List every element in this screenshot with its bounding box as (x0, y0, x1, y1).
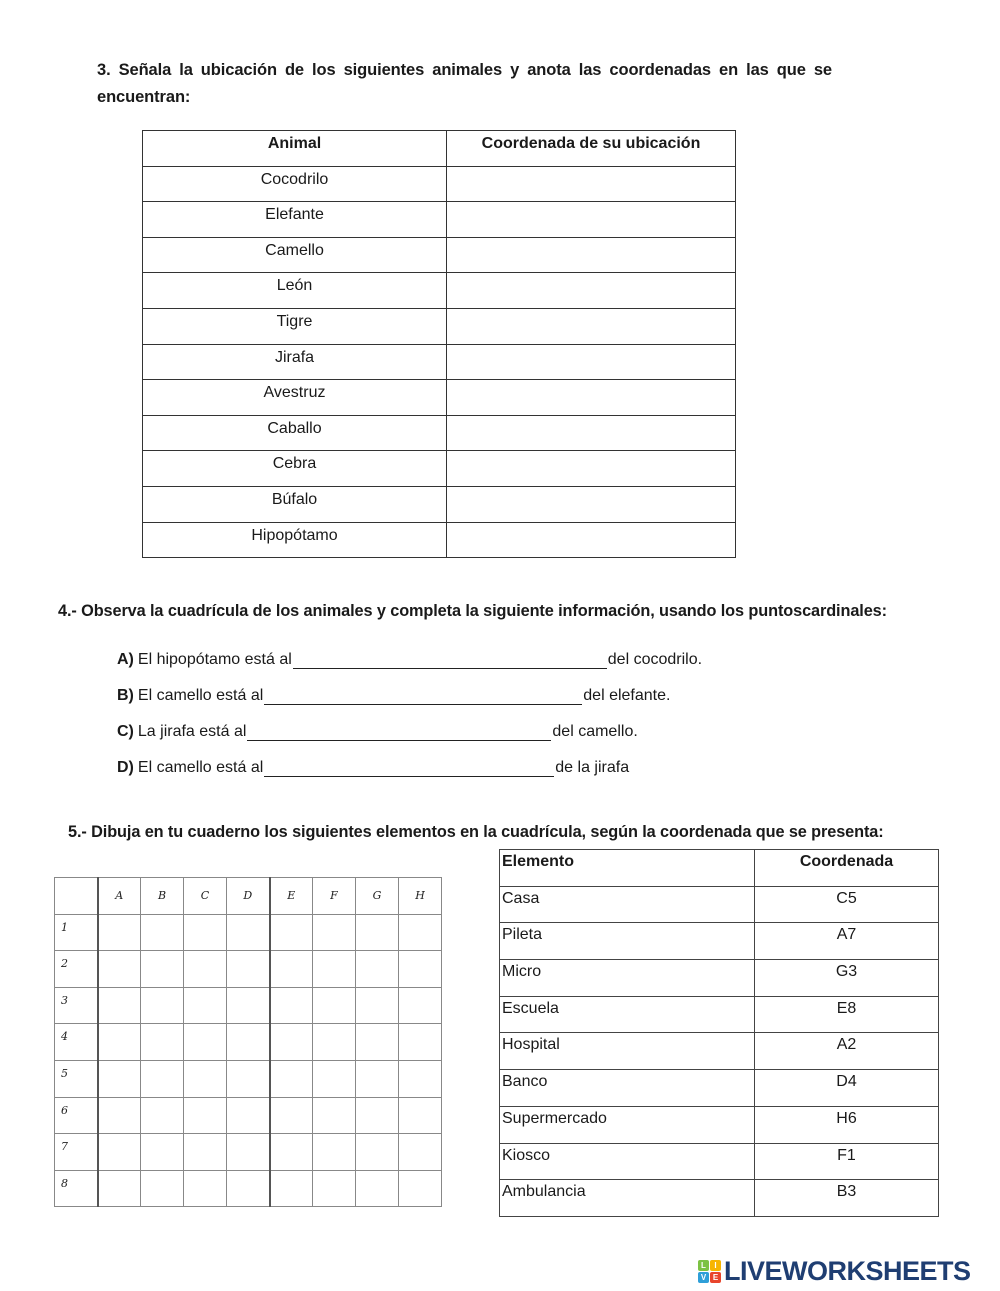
elements-table (499, 849, 939, 1217)
element-name-cell: Hospital (500, 1033, 755, 1070)
column-header-coordinate: Coordenada (755, 850, 939, 887)
coordinate-answer-cell[interactable] (447, 522, 736, 558)
grid-row (55, 951, 442, 988)
grid-cell[interactable] (184, 1170, 227, 1207)
answer-blank-a[interactable] (293, 650, 607, 669)
grid-cell[interactable] (356, 1134, 399, 1171)
grid-cell[interactable] (227, 1024, 270, 1061)
grid-cell[interactable] (141, 1024, 184, 1061)
grid-cell[interactable] (141, 914, 184, 951)
element-name-cell: Casa (500, 886, 755, 923)
table-row (143, 522, 736, 558)
grid-column-label: G (356, 878, 399, 915)
grid-cell[interactable] (184, 987, 227, 1024)
column-header-coordinate: Coordenada de su ubicación (447, 131, 736, 167)
question-4-title: 4.- Observa la cuadrícula de los animales y completa la siguiente información, usando los puntoscardinales: (58, 602, 887, 620)
grid-row-label: 3 (55, 987, 98, 1024)
animal-name-cell: Hipopótamo (143, 522, 447, 558)
element-name-cell: Micro (500, 960, 755, 997)
animal-name-cell: Cebra (143, 451, 447, 487)
grid-column-label: D (227, 878, 270, 915)
badge-letter: L (698, 1260, 709, 1271)
grid-cell[interactable] (270, 914, 313, 951)
element-name-cell: Escuela (500, 996, 755, 1033)
grid-cell[interactable] (270, 1170, 313, 1207)
item-letter: D) (117, 759, 134, 776)
badge-letter: E (710, 1272, 721, 1283)
grid-cell[interactable] (399, 1024, 442, 1061)
column-header-animal: Animal (143, 131, 447, 167)
element-coordinate-cell: G3 (755, 960, 939, 997)
coordinate-answer-cell[interactable] (447, 166, 736, 202)
grid-column-label: E (270, 878, 313, 915)
item-letter: A) (117, 651, 134, 668)
grid-cell[interactable] (356, 1097, 399, 1134)
animal-name-cell: Avestruz (143, 380, 447, 416)
badge-letter: I (710, 1260, 721, 1271)
table-row (500, 1070, 939, 1107)
grid-cell[interactable] (141, 951, 184, 988)
grid-cell[interactable] (227, 1134, 270, 1171)
grid-cell[interactable] (356, 1060, 399, 1097)
element-coordinate-cell: A7 (755, 923, 939, 960)
grid-row (55, 1170, 442, 1207)
grid-cell[interactable] (184, 1097, 227, 1134)
coordinate-answer-cell[interactable] (447, 451, 736, 487)
element-coordinate-cell: F1 (755, 1143, 939, 1180)
grid-cell[interactable] (356, 1024, 399, 1061)
table-row (143, 344, 736, 380)
grid-row (55, 1097, 442, 1134)
grid-cell[interactable] (184, 951, 227, 988)
grid-cell[interactable] (141, 1134, 184, 1171)
grid-row (55, 1134, 442, 1171)
question-5-title: 5.- Dibuja en tu cuaderno los siguientes elementos en la cuadrícula, según la coordenada que se presenta: (68, 823, 884, 841)
grid-cell[interactable] (399, 987, 442, 1024)
coordinate-answer-cell[interactable] (447, 308, 736, 344)
item-letter: C) (117, 723, 134, 740)
coordinate-answer-cell[interactable] (447, 380, 736, 416)
animal-name-cell: Jirafa (143, 344, 447, 380)
grid-cell[interactable] (313, 1060, 356, 1097)
grid-cell[interactable] (98, 987, 141, 1024)
coordinate-answer-cell[interactable] (447, 237, 736, 273)
element-coordinate-cell: H6 (755, 1106, 939, 1143)
grid-cell[interactable] (227, 951, 270, 988)
grid-column-label: C (184, 878, 227, 915)
table-row (500, 886, 939, 923)
fill-item-d (117, 758, 629, 777)
grid-row-label: 1 (55, 914, 98, 951)
grid-cell[interactable] (313, 1097, 356, 1134)
grid-row-label: 2 (55, 951, 98, 988)
grid-corner-cell (55, 878, 98, 915)
grid-cell[interactable] (313, 987, 356, 1024)
element-name-cell: Banco (500, 1070, 755, 1107)
item-text-after: del elefante. (583, 687, 671, 704)
grid-cell[interactable] (270, 951, 313, 988)
grid-cell[interactable] (399, 914, 442, 951)
grid-cell[interactable] (98, 1060, 141, 1097)
table-row (143, 451, 736, 487)
grid-cell[interactable] (184, 1060, 227, 1097)
element-name-cell: Ambulancia (500, 1180, 755, 1217)
animal-name-cell: Camello (143, 237, 447, 273)
grid-cell[interactable] (141, 1170, 184, 1207)
grid-cell[interactable] (399, 1060, 442, 1097)
element-coordinate-cell: A2 (755, 1033, 939, 1070)
fill-item-a (117, 650, 702, 669)
grid-cell[interactable] (98, 1134, 141, 1171)
grid-row (55, 914, 442, 951)
item-text-before: El camello está al (137, 687, 264, 704)
animal-coordinates-table (142, 130, 736, 558)
grid-cell[interactable] (227, 1060, 270, 1097)
element-name-cell: Pileta (500, 923, 755, 960)
table-row (500, 1180, 939, 1217)
element-name-cell: Kiosco (500, 1143, 755, 1180)
table-row (143, 415, 736, 451)
grid-row-label: 4 (55, 1024, 98, 1061)
grid-cell[interactable] (270, 1060, 313, 1097)
fill-item-b (117, 686, 670, 705)
question-3-title: 3. Señala la ubicación de los siguientes animales y anota las coordenadas en las que se encuentran: (97, 61, 832, 106)
grid-row-label: 5 (55, 1060, 98, 1097)
table-row (143, 308, 736, 344)
table-row (143, 237, 736, 273)
grid-cell[interactable] (227, 987, 270, 1024)
answer-blank-c[interactable] (247, 722, 551, 741)
element-name-cell: Supermercado (500, 1106, 755, 1143)
coordinate-answer-cell[interactable] (447, 415, 736, 451)
coordinate-answer-cell[interactable] (447, 344, 736, 380)
answer-blank-d[interactable] (264, 758, 554, 777)
item-text-after: de la jirafa (555, 759, 630, 776)
element-coordinate-cell: E8 (755, 996, 939, 1033)
item-text-before: El hipopótamo está al (137, 651, 292, 668)
grid-cell[interactable] (98, 951, 141, 988)
grid-cell[interactable] (98, 1170, 141, 1207)
liveworksheets-logo (698, 1256, 971, 1287)
grid-cell[interactable] (141, 987, 184, 1024)
table-row (500, 923, 939, 960)
grid-cell[interactable] (270, 1134, 313, 1171)
grid-column-label: H (399, 878, 442, 915)
table-row (143, 166, 736, 202)
grid-header-row (55, 878, 442, 915)
table-row (143, 380, 736, 416)
table-row (500, 960, 939, 997)
grid-cell[interactable] (141, 1060, 184, 1097)
grid-column-label: F (313, 878, 356, 915)
item-text-before: La jirafa está al (137, 723, 247, 740)
grid-cell[interactable] (270, 1024, 313, 1061)
table-row (143, 202, 736, 238)
grid-cell[interactable] (141, 1097, 184, 1134)
animal-name-cell: León (143, 273, 447, 309)
grid-cell[interactable] (356, 914, 399, 951)
animal-name-cell: Elefante (143, 202, 447, 238)
animal-name-cell: Caballo (143, 415, 447, 451)
grid-cell[interactable] (184, 914, 227, 951)
grid-row (55, 987, 442, 1024)
grid-cell[interactable] (98, 1097, 141, 1134)
column-header-element: Elemento (500, 850, 755, 887)
table-row (500, 1033, 939, 1070)
grid-cell[interactable] (98, 914, 141, 951)
table-row (500, 1106, 939, 1143)
element-coordinate-cell: C5 (755, 886, 939, 923)
coordinate-grid (54, 877, 442, 1207)
grid-cell[interactable] (356, 951, 399, 988)
grid-row-label: 7 (55, 1134, 98, 1171)
item-letter: B) (117, 687, 134, 704)
grid-cell[interactable] (98, 1024, 141, 1061)
item-text-before: El camello está al (137, 759, 264, 776)
coordinate-answer-cell[interactable] (447, 273, 736, 309)
table-row (143, 486, 736, 522)
grid-column-label: B (141, 878, 184, 915)
grid-cell[interactable] (356, 1170, 399, 1207)
item-text-after: del cocodrilo. (607, 651, 703, 668)
answer-blank-b[interactable] (264, 686, 582, 705)
grid-cell[interactable] (227, 1097, 270, 1134)
grid-cell[interactable] (313, 1170, 356, 1207)
element-coordinate-cell: D4 (755, 1070, 939, 1107)
grid-column-label: A (98, 878, 141, 915)
animal-name-cell: Búfalo (143, 486, 447, 522)
grid-row (55, 1060, 442, 1097)
grid-cell[interactable] (399, 1134, 442, 1171)
grid-cell[interactable] (313, 1024, 356, 1061)
item-text-after: del camello. (552, 723, 638, 740)
table-row (500, 1143, 939, 1180)
grid-cell[interactable] (399, 1170, 442, 1207)
grid-row-label: 8 (55, 1170, 98, 1207)
logo-text: LIVEWORKSHEETS (724, 1256, 971, 1286)
grid-cell[interactable] (313, 914, 356, 951)
grid-cell[interactable] (227, 1170, 270, 1207)
grid-cell[interactable] (184, 1134, 227, 1171)
grid-cell[interactable] (399, 1097, 442, 1134)
table-row (500, 996, 939, 1033)
grid-cell[interactable] (184, 1024, 227, 1061)
grid-row-label: 6 (55, 1097, 98, 1134)
animal-name-cell: Tigre (143, 308, 447, 344)
grid-cell[interactable] (227, 914, 270, 951)
coordinate-answer-cell[interactable] (447, 202, 736, 238)
fill-item-c (117, 722, 638, 741)
grid-cell[interactable] (270, 1097, 313, 1134)
grid-cell[interactable] (270, 987, 313, 1024)
element-coordinate-cell: B3 (755, 1180, 939, 1217)
grid-cell[interactable] (313, 1134, 356, 1171)
animal-name-cell: Cocodrilo (143, 166, 447, 202)
grid-cell[interactable] (313, 951, 356, 988)
badge-letter: V (698, 1272, 709, 1283)
table-row (143, 273, 736, 309)
coordinate-answer-cell[interactable] (447, 486, 736, 522)
grid-row (55, 1024, 442, 1061)
grid-cell[interactable] (399, 951, 442, 988)
live-badge-icon (698, 1260, 721, 1283)
grid-cell[interactable] (356, 987, 399, 1024)
